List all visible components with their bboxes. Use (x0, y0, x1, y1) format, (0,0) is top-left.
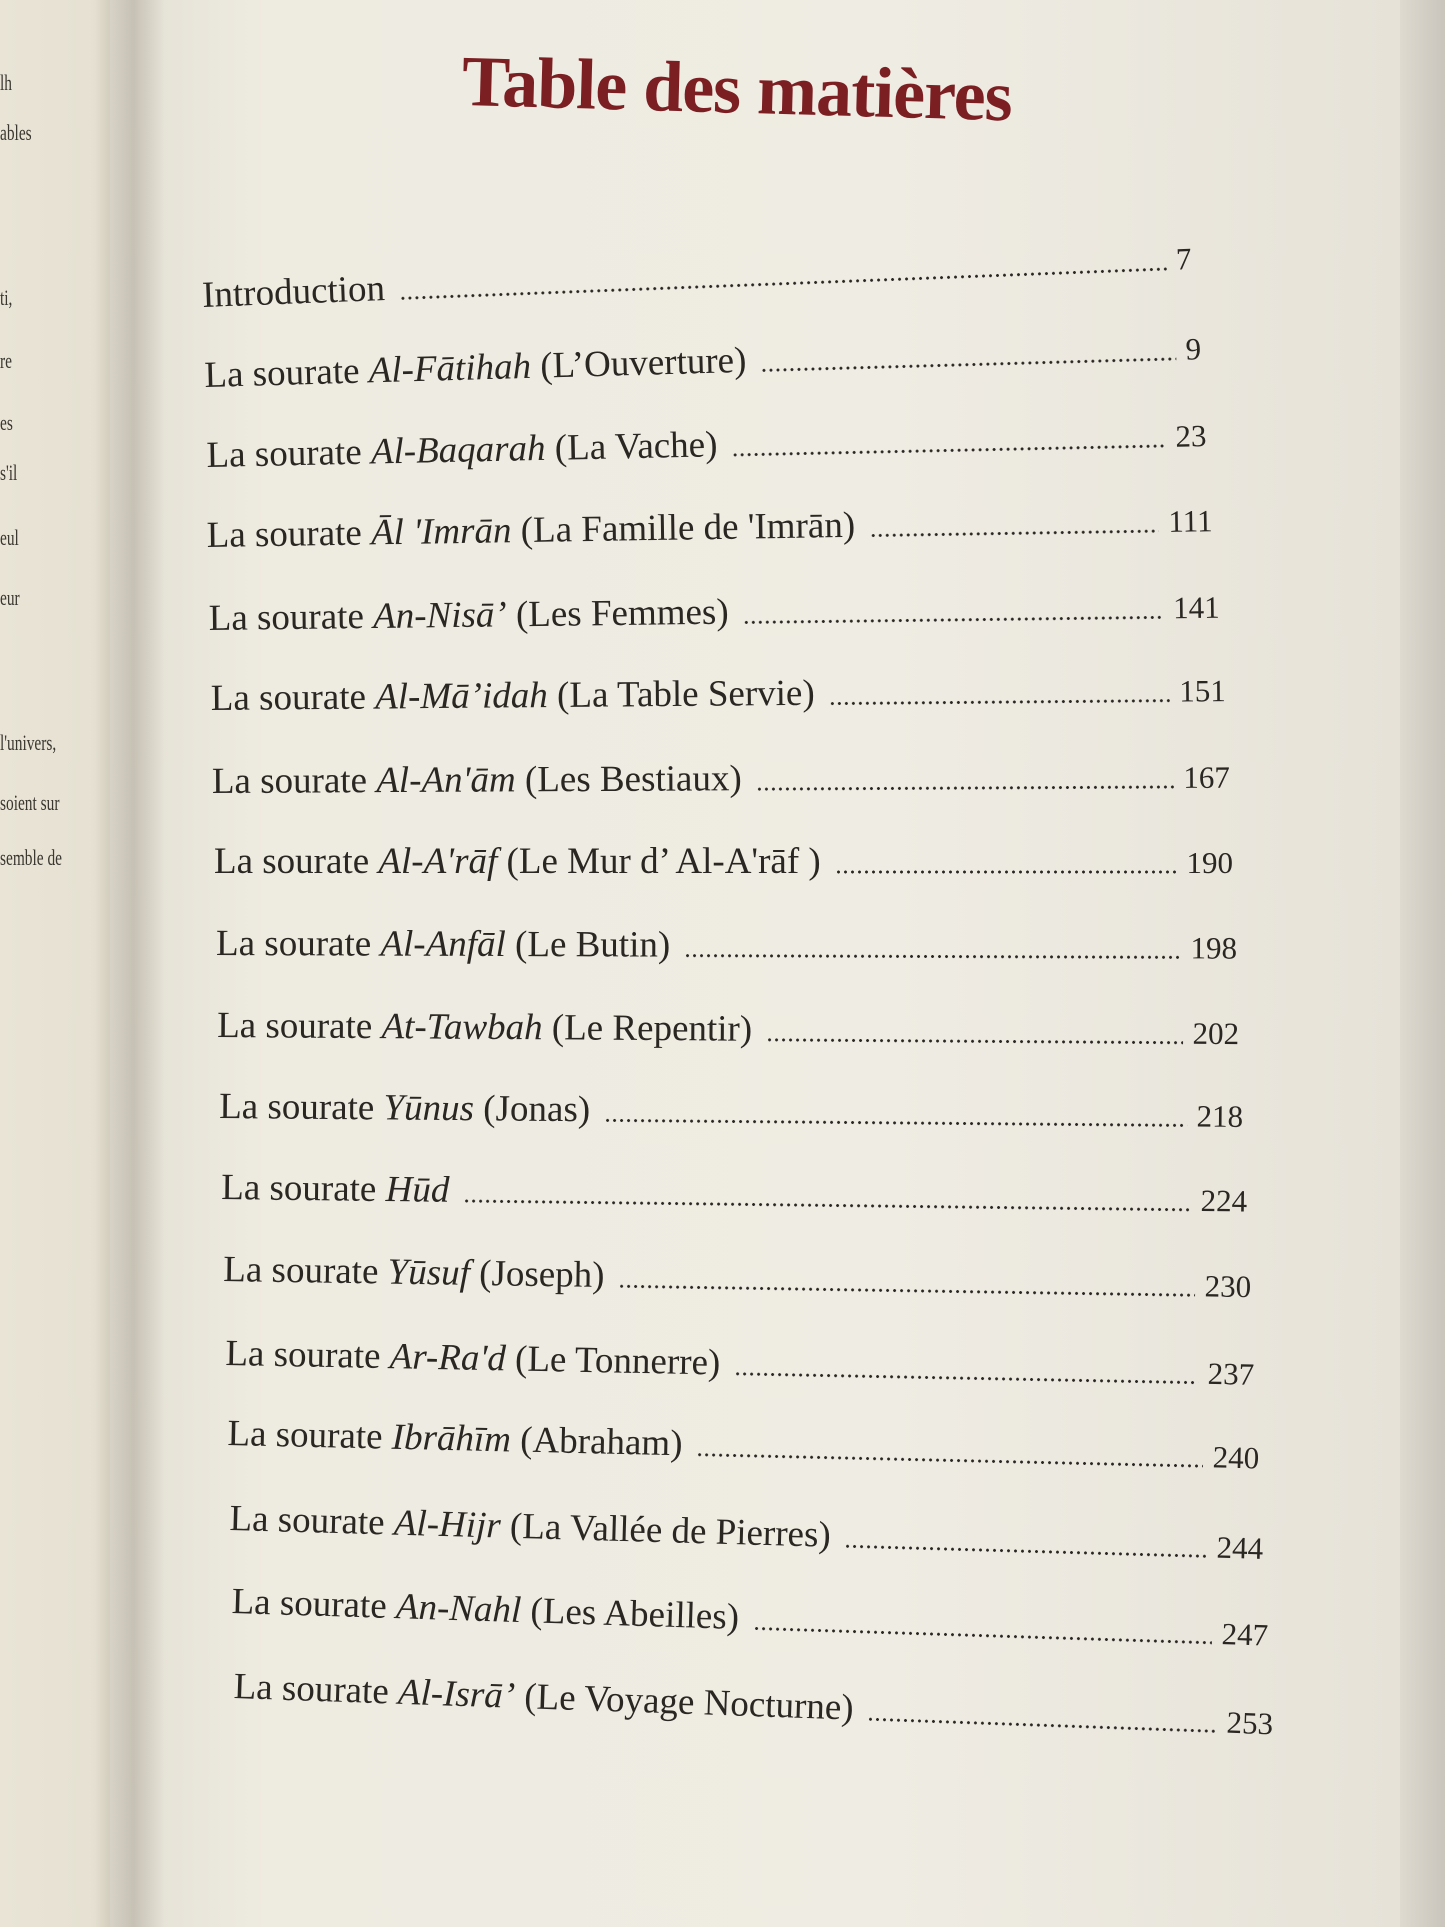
toc-entry (208, 585, 1219, 640)
toc-entry-title (204, 339, 747, 397)
dot-leader (696, 1452, 1202, 1469)
toc-entry-surah-name: Al-Mā’idah (375, 675, 548, 718)
toc-entry-prefix: La sourate (221, 1167, 386, 1211)
toc-entry-translation: (Le Mur d’ Al-A'rāf ) (497, 841, 821, 882)
left-page-fragment: es (0, 410, 13, 435)
toc-entry-title (217, 1004, 752, 1051)
toc-entry-translation: (L’Ouverture) (530, 339, 747, 387)
left-page-fragment: ables (0, 120, 32, 145)
toc-entry-surah-name: Ar-Ra'd (389, 1336, 507, 1380)
dot-leader (743, 614, 1164, 625)
toc-entry (217, 1004, 1239, 1054)
toc-entry-translation: (Les Abeilles) (520, 1590, 740, 1638)
dot-leader (732, 443, 1166, 458)
toc-entry-title (233, 1665, 854, 1730)
toc-entry (221, 1166, 1247, 1222)
toc-entry-surah-name: Al-A'rāf (378, 841, 498, 882)
toc-entry-prefix: La sourate (211, 760, 377, 802)
toc-entry-surah-name: Al-Baqarah (370, 427, 546, 473)
toc-entry-title (225, 1332, 721, 1384)
toc-entry-prefix: La sourate (229, 1498, 395, 1544)
toc-entry-title (219, 1085, 590, 1131)
left-page-fragment: re (0, 348, 12, 373)
toc-entry-prefix: La sourate (206, 512, 372, 557)
toc-entry-surah-name: At-Tawbah (381, 1006, 543, 1049)
toc-entry-prefix: La sourate (231, 1581, 397, 1628)
toc-entry-translation: (Joseph) (469, 1252, 605, 1296)
toc-entry (229, 1497, 1264, 1569)
toc-entry (216, 922, 1237, 969)
toc-entry (223, 1248, 1252, 1307)
toc-entry-translation: (Le Voyage Nocturne) (514, 1675, 855, 1729)
dot-leader (618, 1283, 1194, 1298)
left-page-fragment: lh (0, 70, 12, 95)
toc-entry-translation: (La Vache) (545, 424, 718, 469)
toc-entry (201, 236, 1192, 317)
toc-entry-translation: (Jonas) (473, 1088, 591, 1131)
toc-entry-translation: (Les Bestiaux) (515, 758, 742, 801)
toc-entry-title (231, 1580, 740, 1639)
toc-entry-page-number: 240 (1212, 1439, 1260, 1476)
toc-entry-page-number: 253 (1225, 1704, 1274, 1742)
toc-entry-prefix: La sourate (225, 1333, 391, 1378)
left-page-fragment: eul (0, 525, 19, 550)
toc-entry-title (211, 672, 815, 720)
toc-entry-surah-name: Hūd (385, 1169, 450, 1211)
left-page-fragment: eur (0, 585, 20, 610)
toc-entry (231, 1580, 1269, 1656)
toc-entry-translation: (La Table Servie) (547, 672, 815, 717)
toc-entry-surah-name: Yūsuf (387, 1251, 471, 1294)
dot-leader (399, 266, 1166, 301)
dot-leader (867, 1716, 1216, 1734)
toc-entry-page-number: 111 (1168, 503, 1213, 539)
dot-leader (604, 1117, 1187, 1128)
left-page-fragment: ti, (0, 285, 13, 310)
toc-entry-surah-name: Al-Anfāl (380, 923, 506, 966)
toc-entry (227, 1412, 1260, 1478)
toc-entry-page-number: 198 (1190, 930, 1238, 966)
toc-entry-page-number: 151 (1179, 673, 1226, 709)
toc-entry-page-number: 141 (1172, 589, 1220, 626)
dot-leader (835, 869, 1177, 875)
toc-entry-page-number: 247 (1221, 1616, 1269, 1653)
toc-entry-title (206, 423, 718, 477)
toc-entry-translation: (Les Femmes) (506, 591, 729, 636)
toc-entry-prefix: La sourate (214, 841, 379, 882)
toc-entry-translation: (Le Repentir) (542, 1007, 753, 1050)
toc-entry-prefix: La sourate (233, 1666, 399, 1713)
dot-leader (761, 356, 1176, 374)
toc-entry-prefix: La sourate (227, 1413, 393, 1458)
toc-entry-title (214, 840, 821, 883)
toc-entry-page-number: 237 (1207, 1355, 1255, 1392)
toc-entry-translation: (Le Butin) (505, 924, 671, 966)
toc-entry-title (212, 757, 742, 803)
toc-entry-translation: (Abraham) (510, 1419, 684, 1465)
toc-entry-surah-name: Al-Hijr (393, 1502, 502, 1547)
toc-entry-translation: (La Vallée de Pierres) (500, 1505, 832, 1556)
toc-entry-prefix: La sourate (219, 1086, 384, 1129)
toc-entry (206, 413, 1207, 477)
toc-entry-title (201, 267, 385, 317)
toc-entry-title (223, 1248, 605, 1297)
dot-leader (463, 1198, 1190, 1213)
toc-entry (211, 668, 1226, 720)
toc-entry-page-number: 9 (1185, 331, 1202, 367)
toc-entry-title (208, 591, 728, 640)
toc-entry-surah-name: Ibrāhīm (391, 1416, 512, 1461)
toc-entry-page-number: 244 (1216, 1529, 1264, 1566)
toc-entry-prefix: La sourate (206, 431, 372, 477)
toc-entry-surah-name: Al-Fātihah (368, 345, 532, 392)
toc-entry-page-number: 218 (1196, 1098, 1244, 1134)
toc-entry (206, 498, 1213, 557)
dot-leader (753, 1625, 1212, 1645)
toc-entry-prefix: La sourate (203, 350, 370, 397)
toc-entry-page-number: 224 (1200, 1182, 1248, 1219)
dot-leader (844, 1543, 1206, 1559)
toc-entry-title (216, 922, 670, 967)
toc-entry-prefix: La sourate (223, 1249, 389, 1293)
left-page-fragment: semble de (0, 845, 63, 870)
toc-entry-title (229, 1497, 831, 1557)
toc-entry-page-number: 7 (1175, 241, 1193, 277)
toc-entry-page-number: 230 (1204, 1268, 1252, 1305)
toc-entry (204, 326, 1202, 397)
dot-leader (734, 1371, 1198, 1386)
toc-entry-surah-name: Yūnus (383, 1087, 475, 1130)
toc-entry-surah-name: An-Nisā’ (372, 594, 507, 637)
dot-leader (829, 698, 1170, 707)
left-page-fragment: l'univers, (0, 730, 57, 755)
left-page-fragment: soient sur (0, 790, 60, 815)
toc-entry-surah-name: Al-An'ām (376, 759, 516, 802)
toc-entry-prefix: Introduction (201, 268, 386, 317)
toc-entry-translation: (Le Tonnerre) (505, 1338, 721, 1384)
toc-entry (233, 1665, 1274, 1744)
toc-entry-surah-name: Āl 'Imrān (370, 510, 512, 554)
toc-entry-surah-name: An-Nahl (395, 1586, 522, 1632)
toc-entry-page-number: 190 (1186, 845, 1233, 880)
dot-leader (684, 953, 1180, 961)
toc-entry-prefix: La sourate (210, 676, 376, 720)
toc-entry-prefix: La sourate (217, 1005, 382, 1048)
toc-entry (219, 1085, 1243, 1137)
toc-entry-page-number: 23 (1174, 418, 1207, 454)
toc-entry (212, 755, 1230, 803)
toc-entry (225, 1332, 1255, 1395)
toc-entry-title (227, 1412, 683, 1465)
toc-entry-page-number: 202 (1192, 1015, 1240, 1052)
page-title: Table des matières (460, 41, 1013, 137)
dot-leader (756, 784, 1174, 792)
toc-entry-surah-name: Al-Isrā’ (397, 1671, 516, 1717)
toc-entry-prefix: La sourate (216, 923, 381, 965)
left-page-fragment: s'il (0, 460, 18, 485)
toc-entry-title (206, 504, 855, 557)
toc-entry-translation: (La Famille de 'Imrān) (511, 504, 856, 552)
toc-entry-page-number: 167 (1183, 759, 1230, 795)
dot-leader (766, 1037, 1183, 1046)
dot-leader (869, 528, 1158, 539)
toc-entry (214, 840, 1233, 883)
toc-entry-prefix: La sourate (208, 595, 374, 640)
toc-entry-title (221, 1166, 450, 1212)
